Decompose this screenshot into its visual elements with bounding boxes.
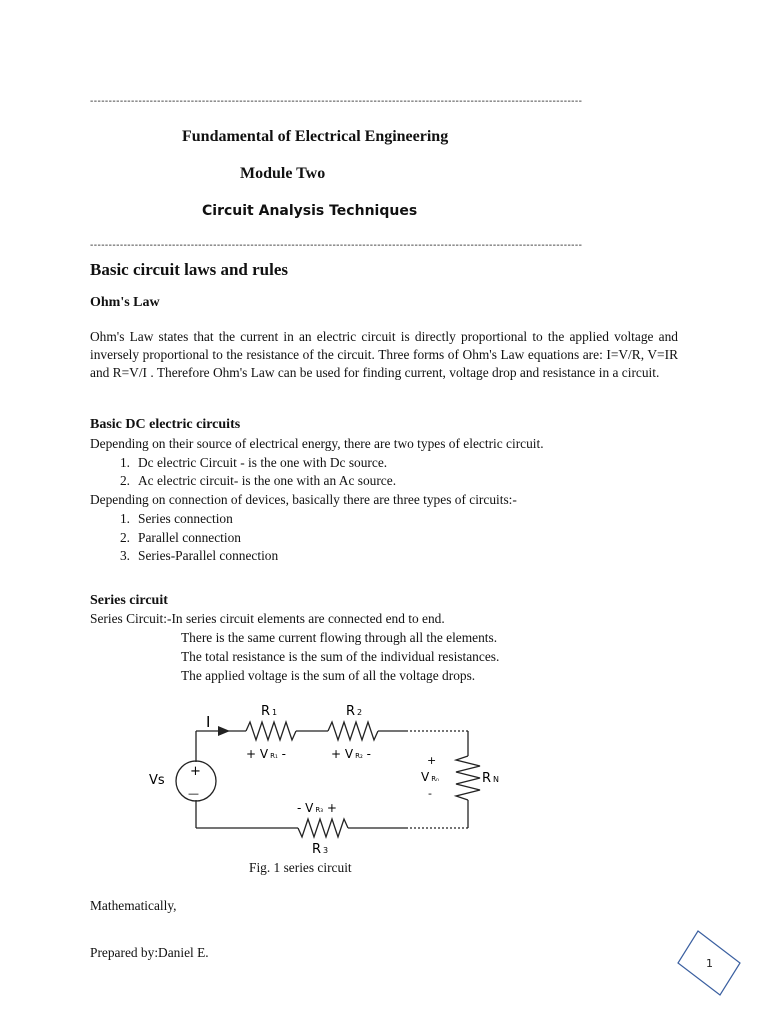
resistor-r2 xyxy=(328,722,378,740)
header-rule-top: ------------------------------------------------------------------------------------------------------------------------------------ xyxy=(90,96,583,107)
document-title: Fundamental of Electrical Engineering xyxy=(182,128,449,145)
section-subtitle: Circuit Analysis Techniques xyxy=(202,203,418,219)
page-number: 1 xyxy=(706,957,713,970)
series-line-4: The applied voltage is the sum of all the voltage drops. xyxy=(181,668,476,683)
series-line-1: Series Circuit:-In series circuit elements are connected end to end. xyxy=(90,611,445,626)
vrn-plus: + xyxy=(427,754,437,767)
r1-label: R 1 xyxy=(261,704,278,719)
resistor-r1 xyxy=(246,722,296,740)
list-item: 2. Parallel connection xyxy=(119,530,241,545)
series-line-2: There is the same current flowing through all the elements. xyxy=(181,630,498,645)
vrn-minus: - xyxy=(428,787,432,800)
r2-label: R 2 xyxy=(346,704,363,719)
list-item: 3. Series-Parallel connection xyxy=(119,548,279,563)
r3-label: R 3 xyxy=(312,842,329,857)
dc-intro-1: Depending on their source of electrical energy, there are two types of electric circuit. xyxy=(90,436,544,451)
header-rule-bottom: ------------------------------------------------------------------------------------------------------------------------------------ xyxy=(90,240,583,251)
resistor-r3 xyxy=(298,819,348,837)
vr3-label: - V R₃ + xyxy=(297,801,337,815)
list-item: 1. Series connection xyxy=(119,511,233,526)
vs-label: Vs xyxy=(149,773,165,788)
vr1-label: + V R₁ - xyxy=(246,747,286,761)
list-item: 1. Dc electric Circuit - is the one with Dc source. xyxy=(119,455,388,470)
current-label: I xyxy=(206,713,211,731)
source-plus: + xyxy=(190,764,201,779)
series-line-3: The total resistance is the sum of the individual resistances. xyxy=(181,649,500,664)
current-arrow-icon xyxy=(218,726,230,736)
page-number-badge xyxy=(676,928,746,998)
ohms-law-heading: Ohm's Law xyxy=(90,295,160,310)
figure-caption: Fig. 1 series circuit xyxy=(249,860,352,875)
source-minus: — xyxy=(188,787,199,800)
vrn-label: VRₙ xyxy=(421,770,439,784)
dc-intro-2: Depending on connection of devices, basically there are three types of circuits:- xyxy=(90,492,517,507)
mathematically-text: Mathematically, xyxy=(90,898,177,913)
module-title: Module Two xyxy=(240,165,326,182)
series-circuit-heading: Series circuit xyxy=(90,593,168,608)
dc-circuits-heading: Basic DC electric circuits xyxy=(90,417,241,432)
vr2-label: + V R₂ - xyxy=(331,747,371,761)
prepared-by: Prepared by:Daniel E. xyxy=(90,945,209,960)
list-item: 2. Ac electric circuit- is the one with an Ac source. xyxy=(119,473,397,488)
ohms-law-paragraph: Ohm's Law states that the current in an electric circuit is directly proportional to the applied voltage and inversely proportional to the resistance of the circuit. Three forms of Ohm's Law equations are: I=V/R, V=IR and R=V/I . Therefore Ohm's Law can be used for finding current, voltage drop and resistance in a circuit. xyxy=(90,329,678,380)
rn-label: R N xyxy=(482,771,500,786)
resistor-rn xyxy=(456,756,480,800)
section-heading: Basic circuit laws and rules xyxy=(90,260,289,279)
